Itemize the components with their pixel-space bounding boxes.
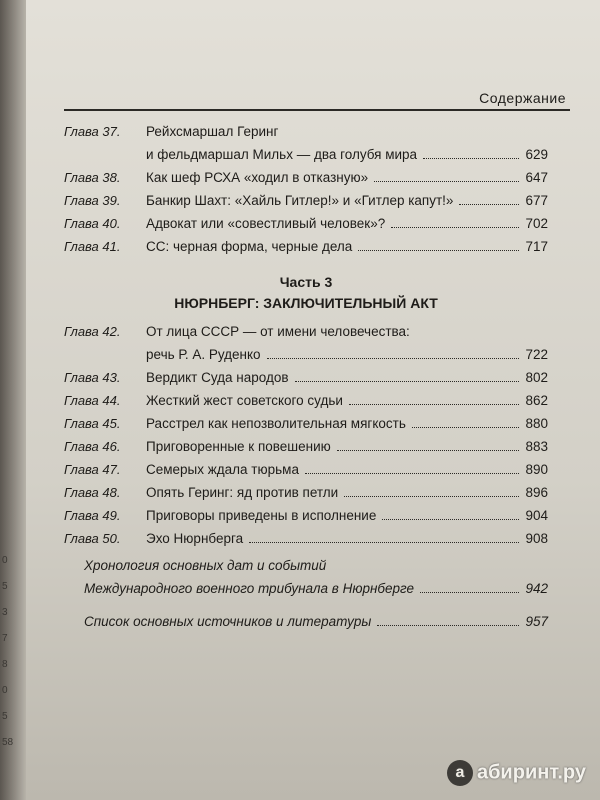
entry-title-line: и фельдмаршал Мильх — два голубя мира [146, 147, 418, 162]
chapter-number: Глава 42. [64, 324, 121, 339]
table-of-contents [64, 120, 548, 643]
entry-title-line: Расстрел как непозволительная мягкость [146, 416, 406, 431]
page-number: 880 [525, 416, 548, 431]
dot-leader [382, 519, 519, 520]
entry-title-line: Хронология основных дат и событий [84, 558, 327, 573]
page-number: 677 [525, 193, 548, 208]
toc-chapter-entry [64, 320, 548, 366]
toc-chapter-entry [64, 504, 548, 527]
toc-chapter-entry [64, 481, 548, 504]
watermark-text: абиринт.ру [476, 761, 586, 784]
entry-title-line: Семерых ждала тюрьма [146, 462, 299, 477]
entry-title-line: Банкир Шахт: «Хайль Гитлер!» и «Гитлер капут!» [146, 193, 454, 208]
entry-title-line: речь Р. А. Руденко [146, 347, 261, 362]
page-number: 896 [525, 485, 548, 500]
adjacent-page-number: 0 [2, 555, 8, 566]
page-number: 702 [525, 216, 548, 231]
toc-chapter-entry [64, 189, 548, 212]
entry-title-line: Рейхсмаршал Геринг [146, 124, 279, 139]
adjacent-page-numbers [2, 548, 16, 756]
toc-chapter-entry [64, 412, 548, 435]
toc-chapter-entry [64, 527, 548, 550]
toc-chapter-entry [64, 366, 548, 389]
entry-title-line: От лица СССР — от имени человечества: [146, 324, 410, 339]
entry-title-line: Список основных источников и литературы [84, 614, 372, 629]
toc-appendix-entry [64, 610, 548, 633]
toc-chapter-entry [64, 235, 548, 258]
page-number: 629 [525, 147, 548, 162]
page-number: 883 [525, 439, 548, 454]
page-number: 862 [525, 393, 548, 408]
chapter-number: Глава 44. [64, 393, 121, 408]
dot-leader [295, 381, 520, 382]
entry-title-line: Приговоры приведены в исполнение [146, 508, 377, 523]
dot-leader [391, 227, 519, 228]
page-number: 908 [525, 531, 548, 546]
toc-chapter-entry [64, 120, 548, 166]
entry-title-line: Вердикт Суда народов [146, 370, 289, 385]
page-number: 647 [525, 170, 548, 185]
chapter-number: Глава 41. [64, 239, 121, 254]
part-label: Часть 3 [279, 274, 333, 290]
header-rule [64, 109, 570, 111]
toc-group-chapters-42-50 [64, 320, 548, 550]
chapter-number: Глава 49. [64, 508, 121, 523]
entry-title-line: Эхо Нюрнберга [146, 531, 244, 546]
adjacent-page-number: 5 [2, 581, 8, 592]
dot-leader [267, 358, 520, 359]
adjacent-page-number: 58 [2, 737, 14, 748]
chapter-number: Глава 48. [64, 485, 121, 500]
book-page [26, 0, 600, 800]
dot-leader [305, 473, 520, 474]
entry-title-line: Международного военного трибунала в Нюрнберге [84, 581, 415, 596]
toc-chapter-entry [64, 458, 548, 481]
entry-title-line: Адвокат или «совестливый человек»? [146, 216, 386, 231]
entry-title-line: Жесткий жест советского судьи [146, 393, 343, 408]
page-number: 890 [525, 462, 548, 477]
page-header-title: Содержание [479, 90, 566, 106]
chapter-number: Глава 38. [64, 170, 121, 185]
page-number: 722 [525, 347, 548, 362]
dot-leader [358, 250, 519, 251]
chapter-number: Глава 40. [64, 216, 121, 231]
adjacent-page-number: 7 [2, 633, 8, 644]
chapter-number: Глава 46. [64, 439, 121, 454]
dot-leader [337, 450, 520, 451]
page-number: 904 [525, 508, 548, 523]
dot-leader [349, 404, 520, 405]
chapter-number: Глава 47. [64, 462, 121, 477]
toc-group-chapters-37-41 [64, 120, 548, 258]
page-number: 717 [525, 239, 548, 254]
dot-leader [459, 204, 519, 205]
adjacent-page-number: 5 [2, 711, 8, 722]
dot-leader [377, 625, 519, 626]
chapter-number: Глава 39. [64, 193, 121, 208]
labirint-logo-icon: а [447, 760, 473, 786]
dot-leader [374, 181, 519, 182]
chapter-number: Глава 50. [64, 531, 121, 546]
toc-appendix-entry [64, 554, 548, 600]
entry-title-line: Опять Геринг: яд против петли [146, 485, 339, 500]
part-heading [64, 272, 548, 314]
entry-title-line: Приговоренные к повешению [146, 439, 331, 454]
page-number: 802 [525, 370, 548, 385]
adjacent-page-number: 8 [2, 659, 8, 670]
labirint-watermark [447, 760, 586, 786]
entry-title-line: Как шеф РСХА «ходил в отказную» [146, 170, 369, 185]
toc-chapter-entry [64, 212, 548, 235]
chapter-number: Глава 43. [64, 370, 121, 385]
dot-leader [344, 496, 519, 497]
toc-chapter-entry [64, 389, 548, 412]
toc-group-appendices [64, 554, 548, 633]
page-number: 942 [525, 581, 548, 596]
chapter-number: Глава 45. [64, 416, 121, 431]
entry-title-line: СС: черная форма, черные дела [146, 239, 353, 254]
adjacent-page-number: 0 [2, 685, 8, 696]
adjacent-page-number: 3 [2, 607, 8, 618]
chapter-number: Глава 37. [64, 124, 121, 139]
dot-leader [420, 592, 519, 593]
dot-leader [423, 158, 519, 159]
part-title: НЮРНБЕРГ: ЗАКЛЮЧИТЕЛЬНЫЙ АКТ [174, 295, 438, 311]
page-number: 957 [525, 614, 548, 629]
dot-leader [412, 427, 520, 428]
adjacent-page-edge [0, 0, 26, 800]
toc-chapter-entry [64, 166, 548, 189]
dot-leader [249, 542, 519, 543]
toc-chapter-entry [64, 435, 548, 458]
